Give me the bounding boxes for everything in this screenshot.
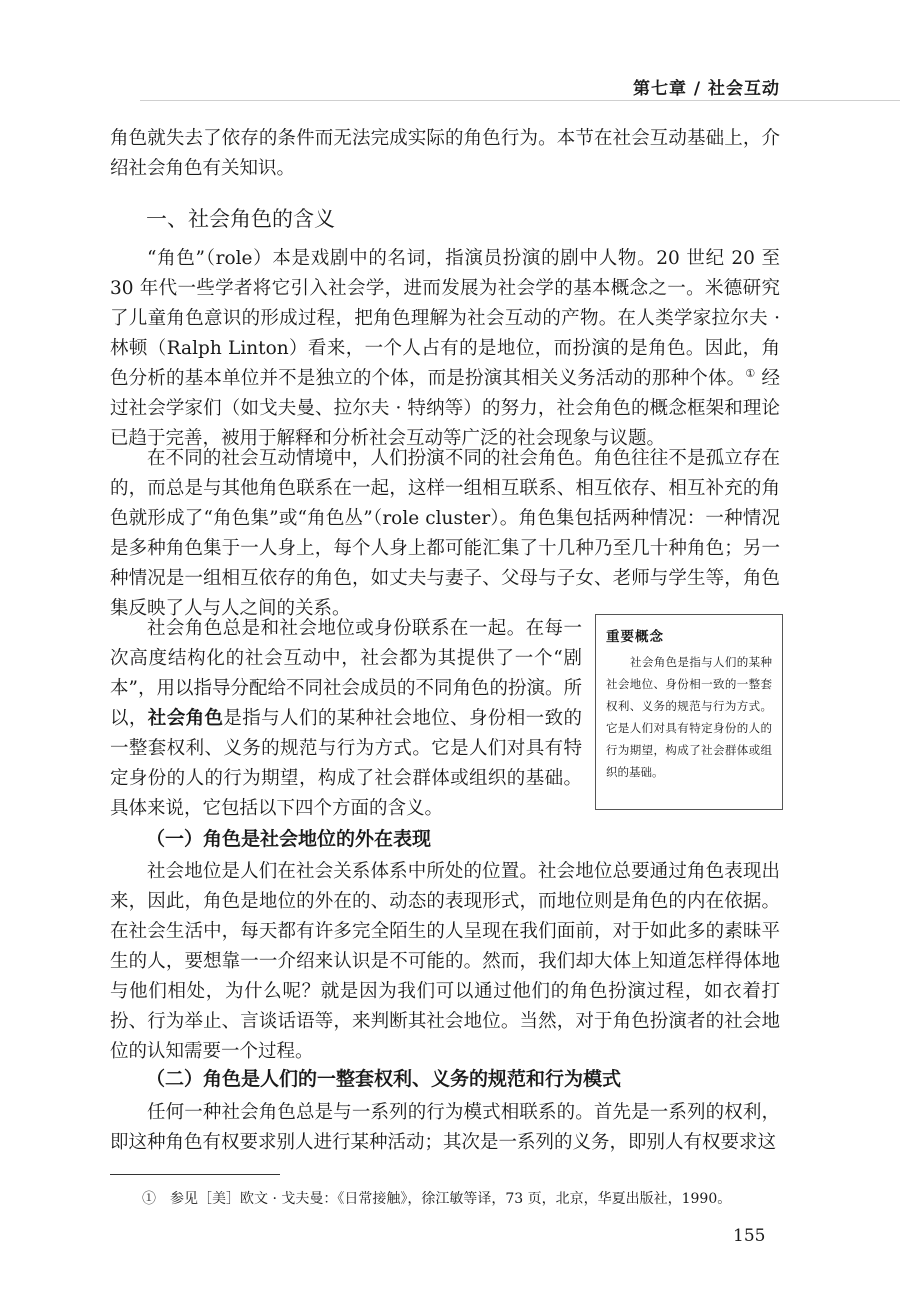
paragraph-text: 社会角色总是和社会地位或身份联系在一起。在每一次高度结构化的社会互动中，社会都为其提供了一个“剧本”，用以指导分配给不同社会成员的不同角色的扮演。所以， (110, 618, 582, 729)
paragraph-role-status (110, 614, 582, 824)
paragraph-rights-duties: 任何一种社会角色总是与一系列的行为模式相联系的。首先是一系列的权利，即这种角色有权要求别人进行某种活动；其次是一系列的义务，即别人有权要求这 (110, 1102, 780, 1153)
paragraph-text-continued: 是指与人们的某种社会地位、身份相一致的一整套权利、义务的规范与行为方式。它是人们对具有特定身份的人的行为期望，构成了社会群体或组织的基础。具体来说，它包括以下四个方面的含义。 (110, 708, 582, 819)
paragraph-text-continued: 经过社会学家们（如戈夫曼、拉尔夫 · 特纳等）的努力，社会角色的概念框架和理论已趋于完善，被用于解释和分析社会互动等广泛的社会现象与议题。 (110, 368, 780, 449)
subsection-heading-1: （一）角色是社会地位的外在表现 (146, 828, 432, 850)
footnote: ① 参见［美］欧文 · 戈夫曼：《日常接触》，徐江敏等译，73 页，北京，华夏出版社，1990。 (142, 1191, 732, 1207)
paragraph-role-definition (110, 244, 780, 454)
chapter-title: 第七章 / 社会互动 (632, 79, 780, 99)
intro-paragraph: 角色就失去了依存的条件而无法完成实际的角色行为。本节在社会互动基础上，介绍社会角色有关知识。 (110, 128, 780, 179)
subsection-heading-2: （二）角色是人们的一整套权利、义务的规范和行为模式 (146, 1068, 622, 1090)
key-term: 社会角色 (147, 708, 224, 729)
key-concept-body: 社会角色是指与人们的某种社会地位、身份相一致的一整套权利、义务的规范与行为方式。它是人们对具有特定身份的人的行为期望，构成了社会群体或组织的基础。 (606, 655, 772, 779)
page-number: 155 (733, 1226, 766, 1246)
header-rule (140, 100, 900, 101)
footnote-marker[interactable]: ① (745, 366, 756, 380)
key-concept-title: 重要概念 (606, 629, 664, 645)
running-header (0, 66, 900, 102)
paragraph-role-set: 在不同的社会互动情境中，人们扮演不同的社会角色。角色往往不是孤立存在的，而总是与其他角色联系在一起，这样一组相互联系、相互依存、相互补充的角色就形成了“角色集”或“角色丛”（role cluster）。角色集包括两种情况：一种情况是多种角色集于一人身上，每个人身上都可能汇集了十几种乃至几十种角色；另一种情况是一组相互依存的角色，如丈夫与妻子、父母与子女、老师与学生等，角色集反映了人与人之间的关系。 (110, 448, 780, 619)
footnote-divider (110, 1174, 280, 1175)
paragraph-status-expression: 社会地位是人们在社会关系体系中所处的位置。社会地位总要通过角色表现出来，因此，角色是地位的外在的、动态的表现形式，而地位则是角色的内在依据。在社会生活中，每天都有许多完全陌生的人呈现在我们面前，对于如此多的素昧平生的人，要想靠一一介绍来认识是不可能的。然而，我们却大体上知道怎样得体地与他们相处，为什么呢？就是因为我们可以通过他们的角色扮演过程，如衣着打扮、行为举止、言谈话语等，来判断其社会地位。当然，对于角色扮演者的社会地位的认知需要一个过程。 (110, 861, 780, 1062)
paragraph-text: “角色”（role）本是戏剧中的名词，指演员扮演的剧中人物。20 世纪 20 至 30 年代一些学者将它引入社会学，进而发展为社会学的基本概念之一。米德研究了儿童角色意识的形成过程，把角色理解为社会互动的产物。在人类学家拉尔夫 · 林顿（Ralph Linton）看来，一个人占有的是地位，而扮演的是角色。因此，角色分析的基本单位并不是独立的个体，而是扮演其相关义务活动的那种个体。 (110, 248, 780, 389)
key-concept-box (595, 614, 783, 810)
section-heading: 一、社会角色的含义 (146, 207, 335, 231)
